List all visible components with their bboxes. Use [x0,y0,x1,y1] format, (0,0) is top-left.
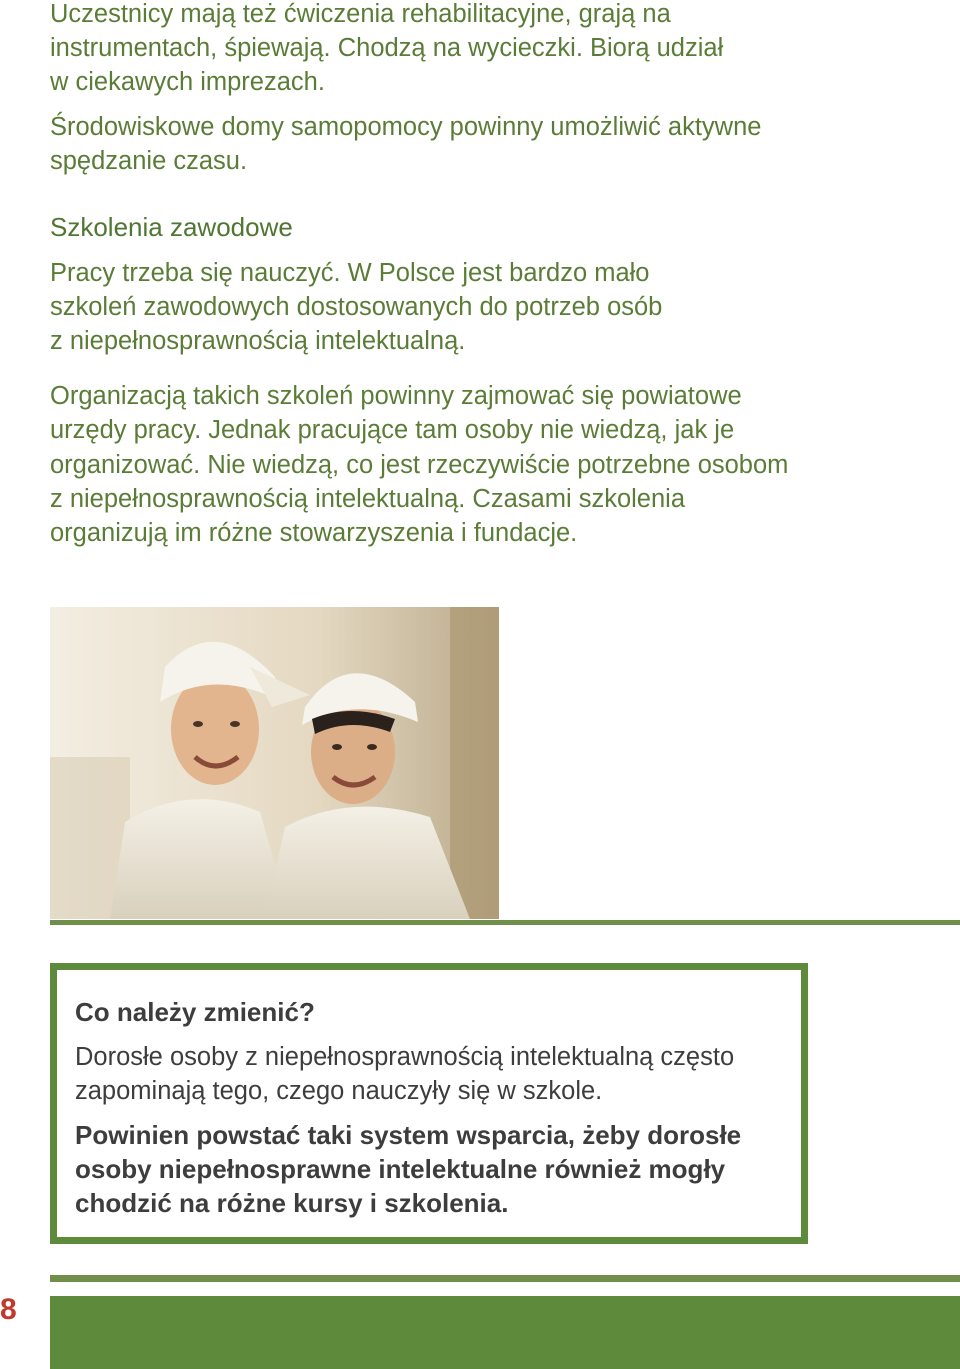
paragraph-line: z niepełnosprawnością intelektualną. Czasami szkolenia [50,485,686,513]
callout-emphasis [75,1118,741,1220]
callout-body-line: zapominają tego, czego nauczyły się w szkole. [75,1077,603,1105]
footer-rule [50,1275,960,1282]
paragraph-line: Pracy trzeba się nauczyć. W Polsce jest bardzo mało [50,259,650,287]
callout-emphasis-line: osoby niepełnosprawne intelektualne również mogły [75,1154,726,1184]
callout-title: Co należy zmienić? [75,997,315,1027]
divider-rule [50,920,960,925]
paragraph-line: Środowiskowe domy samopomocy powinny umożliwić aktywne [50,113,762,141]
paragraph-line: organizują im różne stowarzyszenia i fundacje. [50,519,578,547]
paragraph-line: urzędy pracy. Jednak pracujące tam osoby nie wiedzą, jak je [50,416,735,444]
callout-body [75,1040,734,1108]
callout-box [50,963,808,1244]
paragraph-line: Organizacją takich szkoleń powinny zajmować się powiatowe [50,382,742,410]
callout-body-line: Dorosłe osoby z niepełnosprawnością intelektualną często [75,1043,735,1071]
paragraph-line: organizować. Nie wiedzą, co jest rzeczywiście potrzebne osobom [50,451,789,479]
photo-illustration [50,607,499,919]
paragraph-line: z niepełnosprawnością intelektualną. [50,327,466,355]
footer-bar [50,1296,960,1369]
photo-two-women-cooks [50,607,499,919]
page-number: 8 [0,1293,17,1326]
intro-line-2: instrumentach, śpiewają. Chodzą na wycieczki. Biorą udział [50,34,724,62]
callout-emphasis-line: chodzić na różne kursy i szkolenia. [75,1188,509,1218]
paragraph-line: spędzanie czasu. [50,147,248,175]
paragraph-line: szkoleń zawodowych dostosowanych do potrzeb osób [50,293,663,321]
intro-line-1: Uczestnicy mają też ćwiczenia rehabilitacyjne, grają na [50,0,671,28]
section-heading: Szkolenia zawodowe [50,212,293,242]
callout-emphasis-line: Powinien powstać taki system wsparcia, żeby dorosłe [75,1120,742,1150]
intro-line-3: w ciekawych imprezach. [50,68,325,96]
